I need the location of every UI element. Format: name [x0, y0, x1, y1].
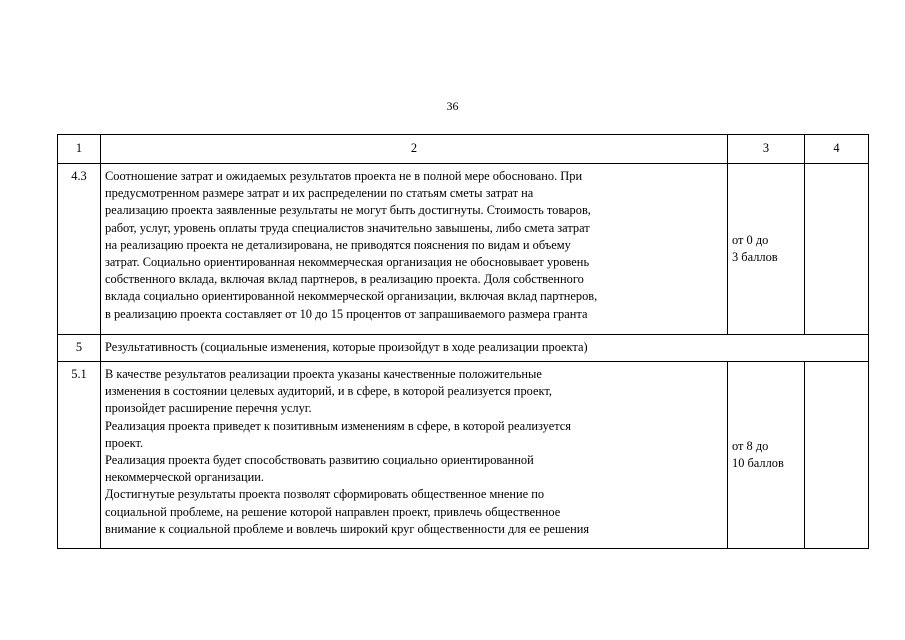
description-line: реализацию проекта заявленные результаты не могут быть достигнуты. Стоимость товаров,	[105, 203, 591, 218]
description-line: проект.	[105, 435, 144, 450]
description-line: Реализация проекта будет способствовать развитию социально ориентированной	[105, 453, 534, 468]
description-line: работ, услуг, уровень оплаты труда специалистов значительно завышены, либо смета затрат	[105, 220, 590, 235]
header-cell-4: 4	[805, 135, 869, 164]
score-range	[728, 362, 805, 549]
description-line: вклада социально ориентированной некоммерческой организации, включая вклад партнеров,	[105, 289, 598, 304]
description-line: собственного вклада, включая вклад партнеров, в реализацию проекта. Доля собственного	[105, 272, 584, 287]
description-line: произойдет расширение перечня услуг.	[105, 401, 312, 416]
description-line: внимание к социальной проблеме и вовлечь широкий круг общественности для ее решения	[105, 521, 590, 536]
description-line: Соотношение затрат и ожидаемых результатов проекта не в полной мере обосновано. При	[105, 169, 583, 183]
description-line: в реализацию проекта составляет от 10 до 15 процентов от запрашиваемого размера гранта	[105, 306, 588, 321]
row-number: 5.1	[58, 362, 101, 549]
score-line: от 0 до	[732, 232, 769, 247]
description-line: Достигнутые результаты проекта позволят сформировать общественное мнение по	[105, 487, 545, 502]
table-row-section	[58, 335, 869, 362]
description-line: на реализацию проекта не детализирована, не приводятся пояснения по видам и объему	[105, 237, 571, 252]
page-number: 36	[446, 99, 459, 113]
header-cell-3: 3	[728, 135, 805, 164]
header-cell-2: 2	[101, 135, 728, 164]
description-line: предусмотренном размере затрат и их распределении по статьям сметы затрат на	[105, 186, 534, 201]
table-header-row	[58, 135, 869, 164]
description-line: социальной проблеме, на решение которой направлен проект, привлечь общественное	[105, 504, 561, 519]
header-cell-1: 1	[58, 135, 101, 164]
score-line: 10 баллов	[732, 456, 784, 470]
score-range	[728, 164, 805, 335]
description-line: Реализация проекта приведет к позитивным изменениям в сфере, в которой реализуется	[105, 418, 571, 433]
empty-cell	[805, 362, 869, 549]
description-line: изменения в состоянии целевых аудиторий, и в сфере, в которой реализуется проект,	[105, 384, 552, 399]
criterion-description	[101, 362, 728, 549]
table-row	[58, 362, 869, 549]
table-row	[58, 164, 869, 335]
criterion-description	[101, 164, 728, 335]
score-line: от 8 до	[732, 438, 769, 453]
section-title-text: Результативность (социальные изменения, которые произойдут в ходе реализации проекта)	[105, 340, 588, 355]
section-number: 5	[58, 335, 101, 362]
empty-cell	[805, 164, 869, 335]
score-line: 3 баллов	[732, 250, 778, 264]
description-line: В качестве результатов реализации проекта указаны качественные положительные	[105, 367, 542, 381]
section-title	[101, 335, 869, 362]
row-number: 4.3	[58, 164, 101, 335]
description-line: затрат. Социально ориентированная некоммерческая организация не обосновывает уровень	[105, 255, 590, 270]
criteria-table	[57, 134, 869, 549]
description-line: некоммерческой организации.	[105, 470, 265, 485]
